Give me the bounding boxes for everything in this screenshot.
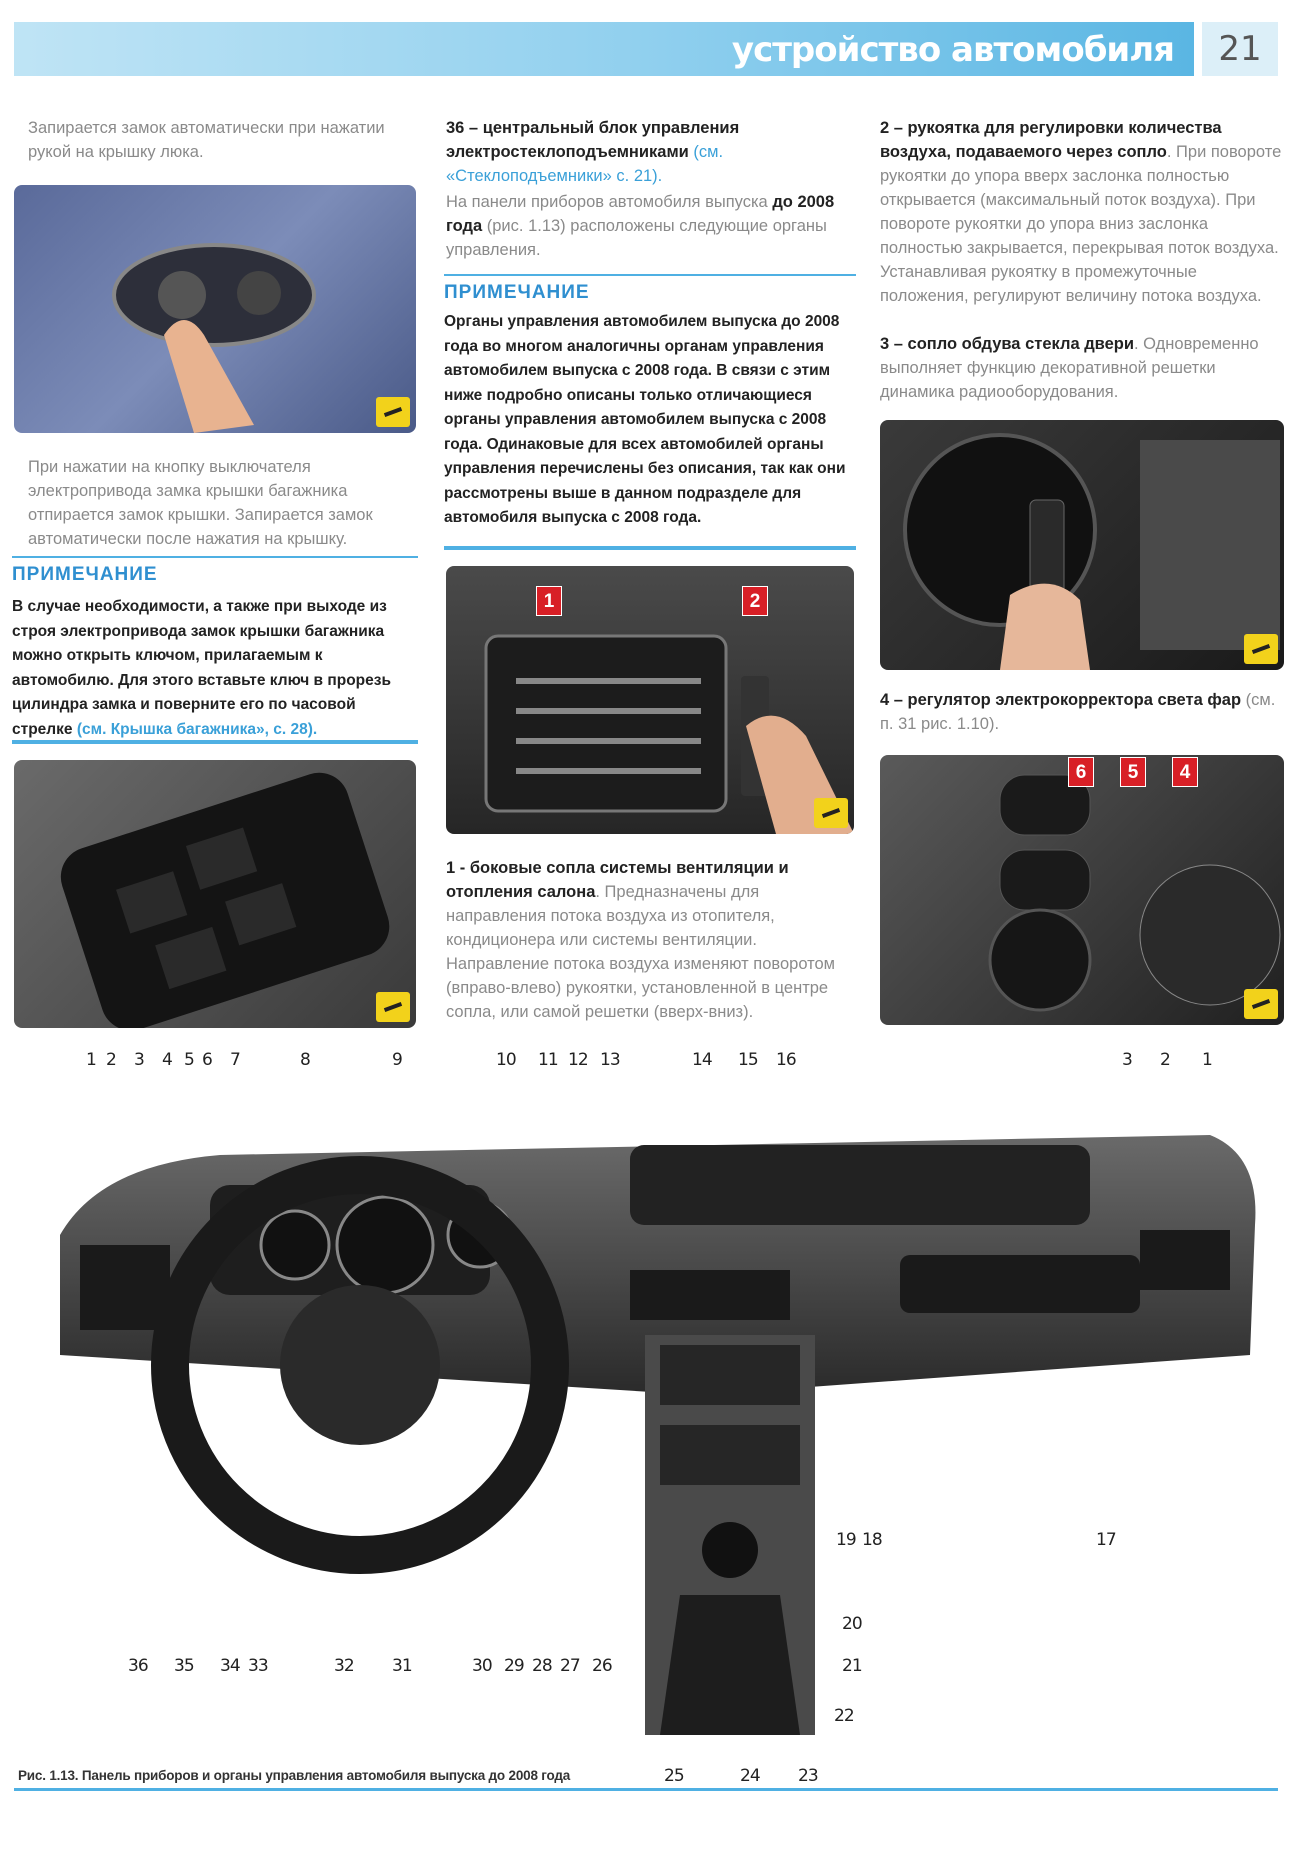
col3-p1-bold: 2 – рукоятка для регулировки количества воздуха, подаваемого через сопло <box>880 119 1222 161</box>
photo-hatch-button <box>14 185 416 433</box>
photo-tag-2: 2 <box>742 586 768 616</box>
window-switches-illustration <box>14 760 416 1028</box>
col1-paragraph-2: При нажатии на кнопку выключателя электропривода замка крышки багажника отпирается замок крышки. Запирается замок автоматически после нажатия на крышку. <box>28 458 373 548</box>
callout-bottom-label: 21 <box>842 1656 862 1676</box>
callout-bottom-label: 24 <box>740 1766 760 1786</box>
callout-top-label: 1 <box>86 1050 96 1070</box>
callout-top-label: 4 <box>162 1050 172 1070</box>
callout-top-label: 1 <box>1202 1050 1212 1070</box>
photo-headlight-corrector <box>880 420 1284 670</box>
col1-note-bar <box>12 740 418 744</box>
col2-p2-a: На панели приборов автомобиля выпуска <box>446 193 768 211</box>
headlight-corrector-illustration <box>880 420 1284 670</box>
col2-note-text: Органы управления автомобилем выпуска до 2008 года во многом аналогичны органам управления автомобилем выпуска с 2008 года. В связи с этим ниже подробно описаны только отличающиеся органы управления автомобилем выпуска с 2008 года. Одинаковые для всех автомобилей органы управления перечислены без описания, так как они рассмотрены выше в данном подразделе для автомобиля выпуска с 2008 года. <box>444 313 846 526</box>
photo-badge-icon <box>814 798 848 828</box>
col2-p2-b: до 2008 года <box>446 193 835 235</box>
photo-air-vent <box>446 566 854 834</box>
callout-top-label: 2 <box>1160 1050 1170 1070</box>
callout-top-label: 9 <box>392 1050 402 1070</box>
figure-caption: Рис. 1.13. Панель приборов и органы управления автомобиля выпуска до 2008 года <box>18 1768 571 1783</box>
callout-top-label: 6 <box>202 1050 212 1070</box>
callout-top-label: 11 <box>538 1050 558 1070</box>
photo-switch-panel <box>880 755 1284 1025</box>
callout-bottom-label: 25 <box>664 1766 684 1786</box>
footer-line <box>14 1788 1278 1791</box>
col3-paragraph-3 <box>880 688 1284 736</box>
photo-tag-1: 1 <box>536 586 562 616</box>
col2-note-title: ПРИМЕЧАНИЕ <box>444 274 856 304</box>
col1-note-link[interactable]: (см. Крышка багажника», с. 28). <box>76 720 318 738</box>
col2-p2-c: (рис. 1.13) расположены следующие органы управления. <box>446 217 827 259</box>
callout-bottom-label: 23 <box>798 1766 818 1786</box>
col1-paragraph-1: Запирается замок автоматически при нажатии рукой на крышку люка. <box>28 119 385 161</box>
callout-bottom-label: 32 <box>334 1656 354 1676</box>
callout-top-label: 3 <box>1122 1050 1132 1070</box>
photo-badge-icon <box>376 397 410 427</box>
callout-bottom-label: 18 <box>862 1530 882 1550</box>
col1-note-text <box>12 595 418 742</box>
callout-top-label: 10 <box>496 1050 516 1070</box>
photo-tag-6: 6 <box>1068 757 1094 787</box>
callout-bottom-label: 26 <box>592 1656 612 1676</box>
col2-note-bar <box>444 546 856 550</box>
callout-bottom-label: 27 <box>560 1656 580 1676</box>
callout-bottom-label: 34 <box>220 1656 240 1676</box>
callout-bottom-label: 29 <box>504 1656 524 1676</box>
callout-top-label: 12 <box>568 1050 588 1070</box>
col3-p3-text: (см. п. 31 рис. 1.10). <box>880 691 1276 733</box>
dashboard-diagram <box>60 1095 1260 1755</box>
callout-top-label: 8 <box>300 1050 310 1070</box>
col3-p2-text: . Одновременно выполняет функцию декоративной решетки динамика радиооборудования. <box>880 335 1259 401</box>
callout-top-label: 5 <box>184 1050 194 1070</box>
col3-p2-bold: 3 – сопло обдува стекла двери <box>880 335 1135 353</box>
col2-paragraph-1 <box>446 116 854 188</box>
col2-p1-bold: 36 – центральный блок управления электростеклоподъемниками <box>446 119 740 161</box>
col2-paragraph-2 <box>446 190 854 262</box>
header-title: устройство автомобиля <box>731 30 1174 70</box>
callout-bottom-label: 20 <box>842 1614 862 1634</box>
photo-badge-icon <box>1244 634 1278 664</box>
callout-bottom-label: 35 <box>174 1656 194 1676</box>
page-header <box>14 22 1194 76</box>
callout-top-label: 16 <box>776 1050 796 1070</box>
dashboard-illustration <box>60 1095 1260 1755</box>
callout-top-label: 13 <box>600 1050 620 1070</box>
col3-p1-text: . При повороте рукоятки до упора вверх заслонка полностью открывается (максимальный поток воздуха). При повороте рукоятки до упора вниз заслонка полностью закрывается, перекрывая поток воздуха. Устанавливая рукоятку в промежуточные положения, регулируют величину потока воздуха. <box>880 143 1282 305</box>
callout-top-label: 3 <box>134 1050 144 1070</box>
air-vent-illustration <box>446 566 854 834</box>
callout-bottom-label: 17 <box>1096 1530 1116 1550</box>
page-number: 21 <box>1202 22 1278 76</box>
col1-note-title: ПРИМЕЧАНИЕ <box>12 556 418 586</box>
callout-bottom-label: 36 <box>128 1656 148 1676</box>
callout-top-label: 2 <box>106 1050 116 1070</box>
col1-note-body: В случае необходимости, а также при выходе из строя электропривода замок крышки багажника можно открыть ключом, прилагаемым к автомобилю. Для этого вставьте ключ в прорезь цилиндра замка и поверните его по часовой стрелке <box>12 598 391 738</box>
col2-p3-bold: 1 - боковые сопла системы вентиляции и отопления салона <box>446 859 789 901</box>
col2-p3-text: . Предназначены для направления потока воздуха из отопителя, кондиционера или системы вентиляции. Направление потока воздуха изменяют поворотом (вправо-влево) рукоятки, установленной в центре сопла, или самой решетки (вверх-вниз). <box>446 883 836 1021</box>
photo-tag-4: 4 <box>1172 757 1198 787</box>
col2-paragraph-3 <box>446 856 854 1024</box>
callout-bottom-label: 30 <box>472 1656 492 1676</box>
callout-top-label: 15 <box>738 1050 758 1070</box>
callout-top-label: 14 <box>692 1050 712 1070</box>
callout-bottom-label: 22 <box>834 1706 854 1726</box>
hatch-button-illustration <box>14 185 416 433</box>
photo-badge-icon <box>376 992 410 1022</box>
photo-window-switches <box>14 760 416 1028</box>
col3-p3-bold: 4 – регулятор электрокорректора света фар <box>880 691 1242 709</box>
callout-bottom-label: 28 <box>532 1656 552 1676</box>
callout-top-label: 7 <box>230 1050 240 1070</box>
col2-p1-link[interactable]: (см. «Стеклоподъемники» с. 21). <box>446 143 724 185</box>
col3-paragraph-2 <box>880 332 1284 404</box>
col3-paragraph-1 <box>880 116 1284 308</box>
callout-bottom-label: 19 <box>836 1530 856 1550</box>
photo-tag-5: 5 <box>1120 757 1146 787</box>
callout-bottom-label: 31 <box>392 1656 412 1676</box>
callout-bottom-label: 33 <box>248 1656 268 1676</box>
switch-panel-illustration <box>880 755 1284 1025</box>
photo-badge-icon <box>1244 989 1278 1019</box>
